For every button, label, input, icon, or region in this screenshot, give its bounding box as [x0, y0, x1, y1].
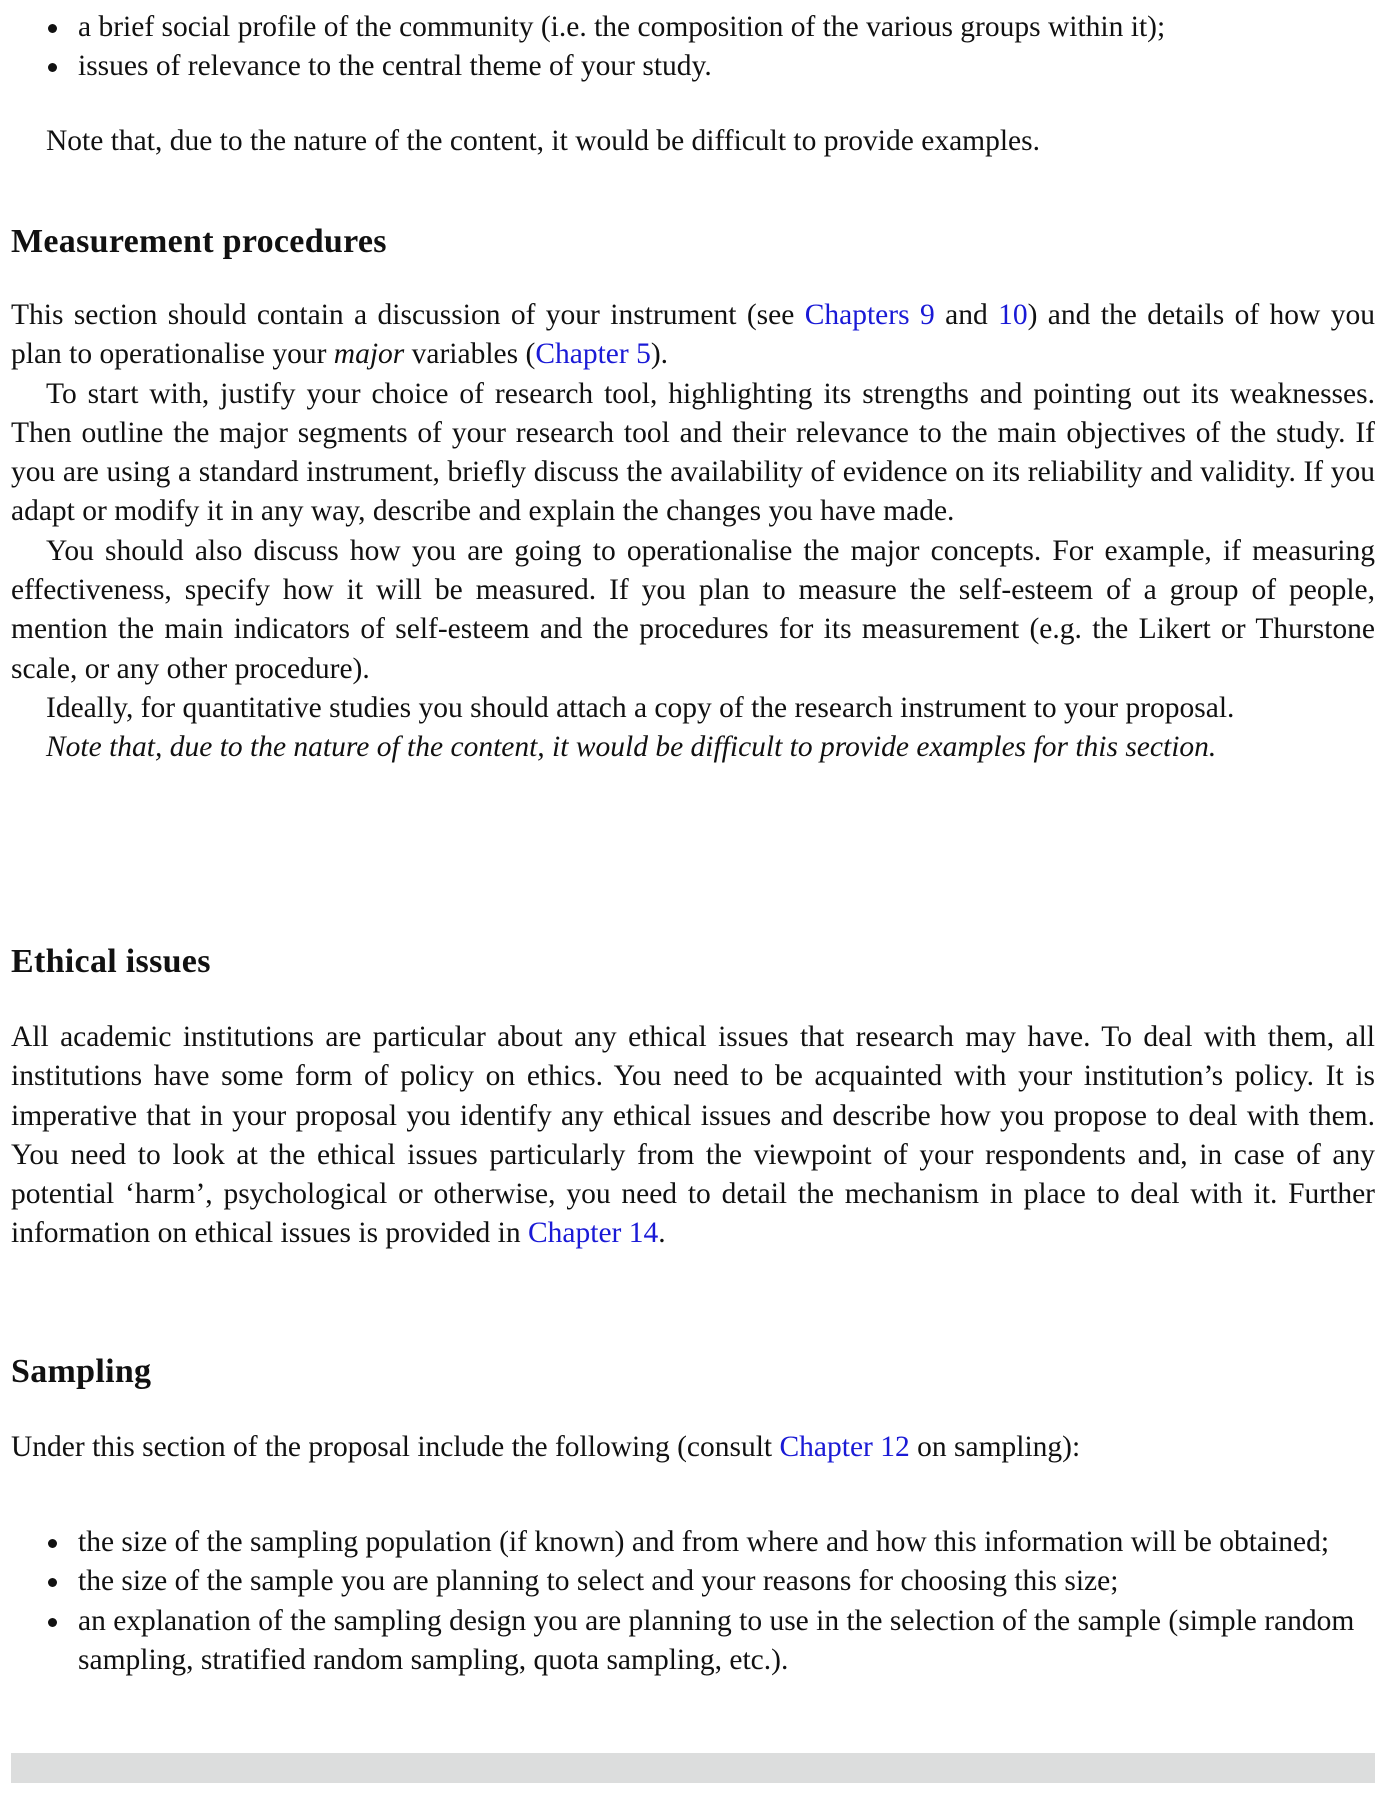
list-item [11, 1562, 1375, 1601]
measurement-body [11, 296, 1375, 768]
intro-bullet-list [11, 8, 1375, 87]
text-run: on sampling): [909, 1431, 1081, 1463]
text-run: and [934, 299, 999, 331]
paragraph [11, 728, 1375, 767]
text-run: variables ( [404, 338, 536, 371]
section-heading: Sampling [11, 1353, 152, 1390]
text-run: Note that, due to the nature of the content, it would be difficult to provide examples. [46, 125, 1040, 157]
text-run: an explanation of the sampling design you are planning to use in the selection of the sample (simple random sampling, stratified random sampling, quota sampling, etc.). [78, 1604, 1355, 1676]
chapter-link[interactable]: Chapters 9 [804, 299, 935, 331]
text-run: ). [650, 338, 669, 371]
chapter-link[interactable]: Chapter 12 [779, 1431, 910, 1463]
text-run: You should also discuss how you are going to operationalise the major concepts. For example, if measuring effectiveness, specify how it will be measured. If you plan to measure the self-esteem of a group of people, mention the main indicators of self-esteem and the procedures for its measurement (e.g. the Likert or Thurstone scale, or any other procedure). [11, 534, 1375, 685]
sampling-heading-block [11, 1352, 1375, 1392]
text-run: Under this section of the proposal include the following (consult [11, 1431, 780, 1463]
text-run: issues of relevance to the central theme of your study. [78, 50, 712, 83]
text-run: the size of the sampling population (if known) and from where and how this information will be obtained; [78, 1526, 1330, 1558]
note-paragraph [11, 122, 1375, 161]
ethical-heading-block [11, 942, 1375, 982]
paragraph [11, 689, 1375, 728]
paragraph [11, 375, 1375, 532]
text-run: To start with, justify your choice of research tool, highlighting its strengths and pointing out its weaknesses. Then outline the major segments of your research tool and their relevance to the main objectives of the study. If you are using a standard instrument, briefly discuss the availability of evidence on its reliability and validity. If you adapt or modify it in any way, describe and explain the changes you have made. [11, 377, 1375, 528]
paragraph [11, 1428, 1375, 1467]
text-run: . [658, 1217, 666, 1250]
sampling-bullet-list [11, 1523, 1375, 1680]
chapter-link[interactable]: 10 [998, 299, 1028, 331]
text-run: This section should contain a discussion of your instrument (see [11, 299, 805, 331]
list-item [11, 47, 1375, 86]
intro-note [11, 122, 1375, 161]
emphasis-text: Note that, due to the nature of the content, it would be difficult to provide examples for this section. [46, 731, 1217, 764]
sampling-list-block [11, 1523, 1375, 1680]
ethical-body [11, 1018, 1375, 1254]
section-heading: Ethical issues [11, 943, 211, 980]
chapter-link[interactable]: Chapter 5 [535, 338, 651, 371]
list-item [11, 1602, 1375, 1681]
measurement-heading-block [11, 222, 1375, 262]
list-item [11, 8, 1375, 47]
intro-section [11, 8, 1375, 87]
text-run: All academic institutions are particular about any ethical issues that research may have. To deal with them, all institutions have some form of policy on ethics. You need to be acquainted with your institution’s policy. It is imperative that in your proposal you identify any ethical issues and describe how you propose to deal with them. You need to look at the ethical issues particularly from the viewpoint of your respondents and, in case of any potential ‘harm’, psychological or otherwise, you need to detail the mechanism in place to deal with it. Further information on ethical issues is provided in [11, 1021, 1375, 1250]
text-run: the size of the sample you are planning to select and your reasons for choosing this size; [78, 1565, 1119, 1598]
paragraph [11, 296, 1375, 375]
list-item [11, 1523, 1375, 1562]
page-footer-bar [11, 1753, 1375, 1783]
chapter-link[interactable]: Chapter 14 [528, 1217, 659, 1250]
section-heading: Measurement procedures [11, 223, 387, 260]
paragraph [11, 532, 1375, 689]
text-run: a brief social profile of the community (i.e. the composition of the various groups within it); [78, 11, 1166, 43]
sampling-intro [11, 1428, 1375, 1467]
text-run: Ideally, for quantitative studies you should attach a copy of the research instrument to your proposal. [46, 691, 1235, 724]
paragraph [11, 1018, 1375, 1254]
text-run: ) and the details of how you plan to operationalise your [11, 299, 1375, 371]
emphasis-text: major [333, 338, 405, 371]
